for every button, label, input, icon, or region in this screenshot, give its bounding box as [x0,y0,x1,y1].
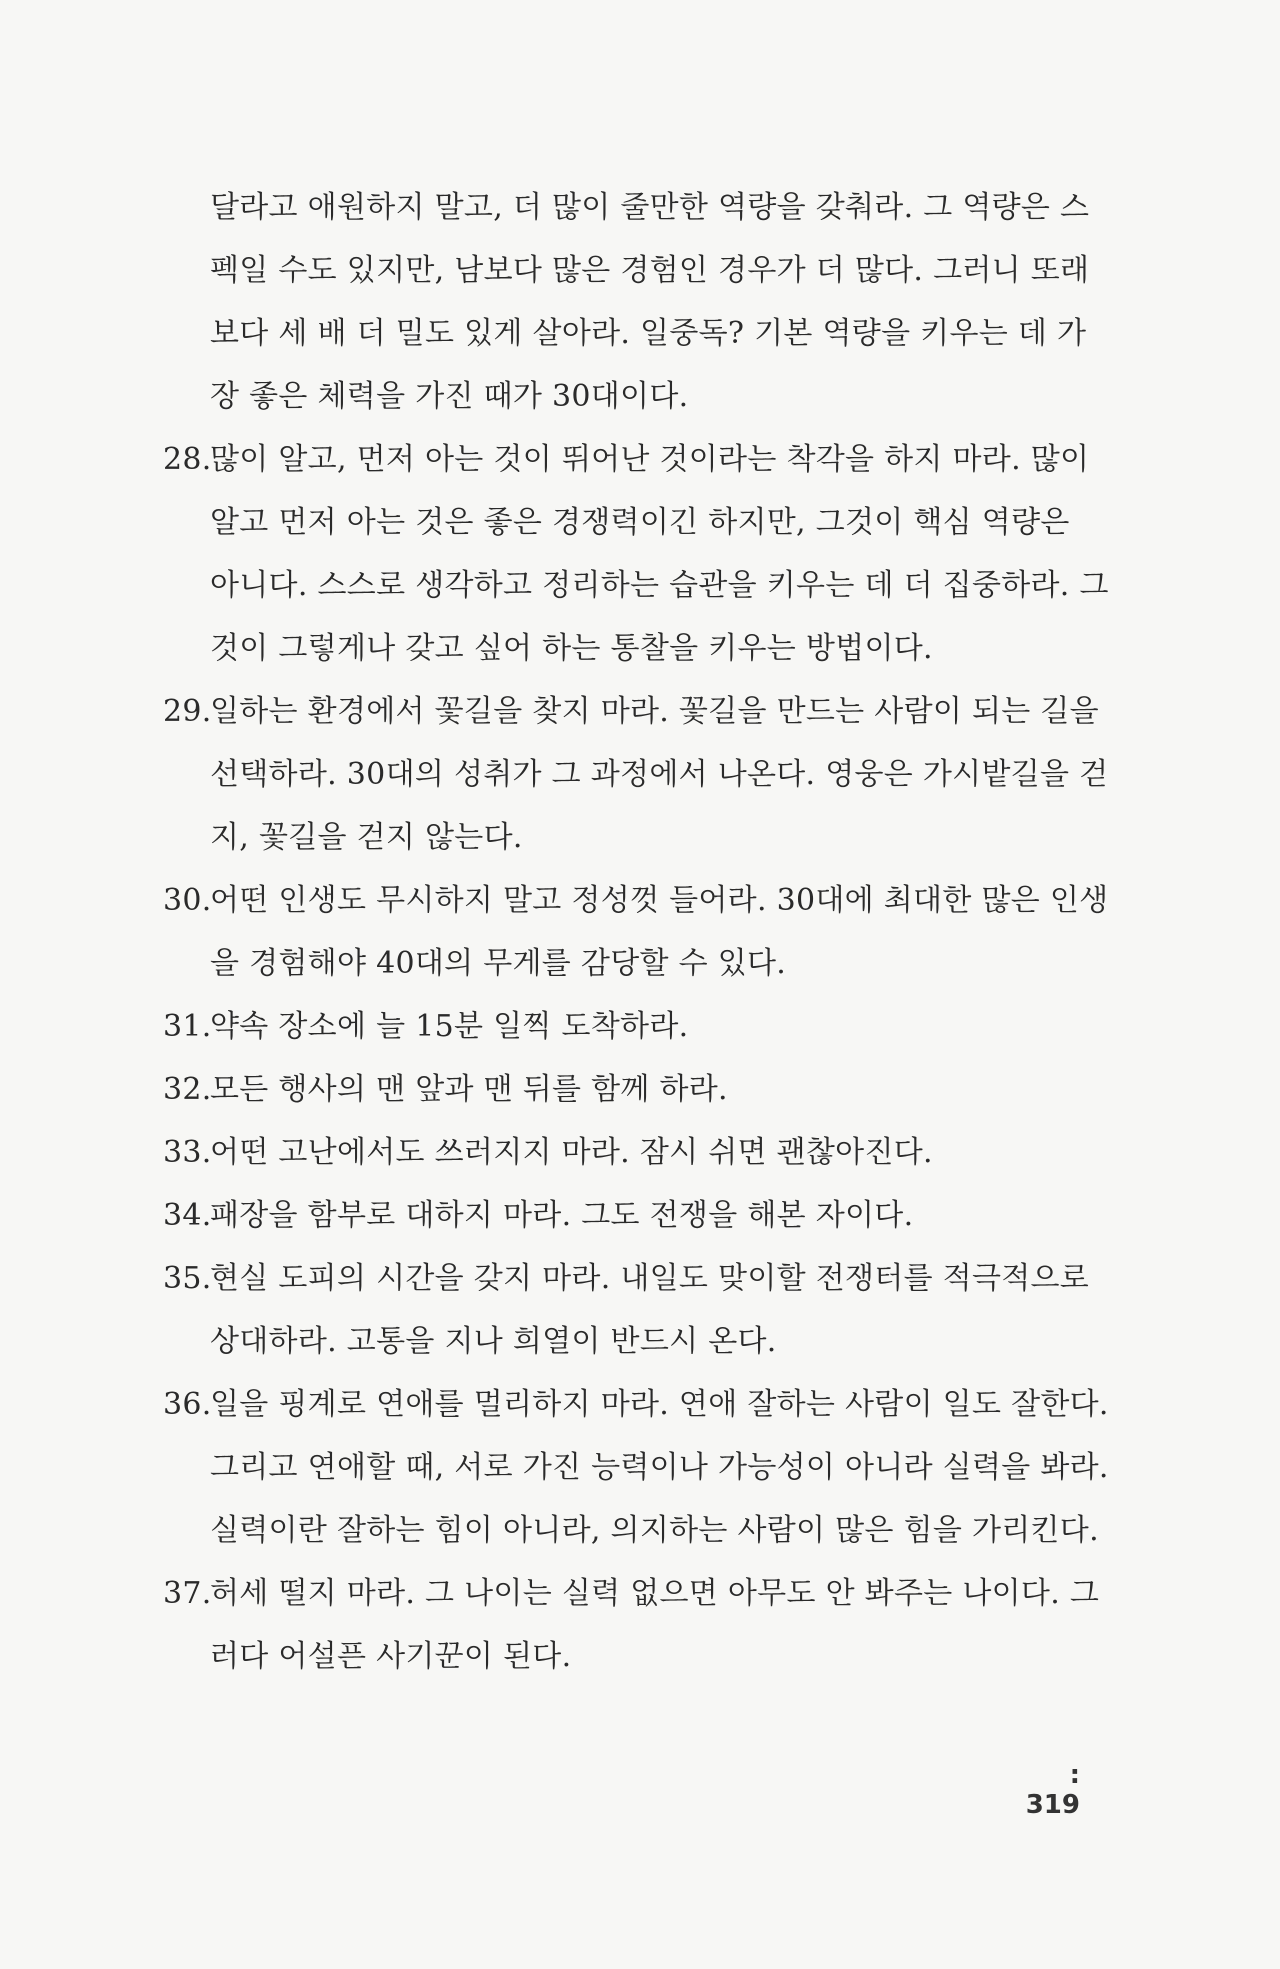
text-line [210,934,1080,994]
list-item-35 [163,1249,1090,1309]
line-text: 모든 행사의 맨 앞과 맨 뒤를 함께 하라. [210,1072,728,1107]
line-text: 그리고 연애할 때, 서로 가진 능력이나 가능성이 아니라 실력을 봐라. [210,1450,1109,1485]
text-line [210,493,1080,553]
list-item-30 [163,871,1109,931]
item-number: 34. [163,1198,212,1233]
list-item-28 [163,430,1090,490]
list-item-36 [163,1375,1109,1435]
text-line [210,808,1080,868]
line-text: 상대하라. 고통을 지나 희열이 반드시 온다. [210,1324,777,1359]
line-text: 많이 알고, 먼저 아는 것이 뛰어난 것이라는 착각을 하지 마라. 많이 [210,442,1090,477]
list-item-29 [163,682,1099,742]
item-number: 36. [163,1387,212,1422]
text-line [210,304,1087,364]
line-text: 일하는 환경에서 꽃길을 찾지 마라. 꽃길을 만드는 사람이 되는 길을 [210,694,1099,729]
item-number: 32. [163,1072,212,1107]
text-line [210,1312,1080,1372]
text-line [210,241,1090,301]
line-text: 실력이란 잘하는 힘이 아니라, 의지하는 사람이 많은 힘을 가리킨다. [210,1513,1099,1548]
line-text: 알고 먼저 아는 것은 좋은 경쟁력이긴 하지만, 그것이 핵심 역량은 [210,505,1070,540]
list-item-31 [163,997,1080,1057]
text-line [210,619,1080,679]
line-text: 어떤 고난에서도 쓰러지지 마라. 잠시 쉬면 괜찮아진다. [210,1135,933,1170]
item-number: 35. [163,1261,212,1296]
line-text: 장 좋은 체력을 가진 때가 30대이다. [210,379,689,414]
line-text: 아니다. 스스로 생각하고 정리하는 습관을 키우는 데 더 집중하라. 그 [210,568,1109,603]
line-text: 을 경험해야 40대의 무게를 감당할 수 있다. [210,946,787,981]
line-text: 패장을 함부로 대하지 마라. 그도 전쟁을 해본 자이다. [210,1198,914,1233]
line-text: 허세 떨지 마라. 그 나이는 실력 없으면 아무도 안 봐주는 나이다. 그 [210,1576,1100,1611]
item-number: 28. [163,442,212,477]
text-line [210,745,1109,805]
line-text: 현실 도피의 시간을 갖지 마라. 내일도 맞이할 전쟁터를 적극적으로 [210,1261,1090,1296]
line-text: 보다 세 배 더 밀도 있게 살아라. 일중독? 기본 역량을 키우는 데 가 [210,316,1087,351]
item-number: 29. [163,694,212,729]
line-text: 일을 핑계로 연애를 멀리하지 마라. 연애 잘하는 사람이 일도 잘한다. [210,1387,1109,1422]
line-text: 달라고 애원하지 말고, 더 많이 줄만한 역량을 갖춰라. 그 역량은 스 [210,190,1090,225]
list-item-37 [163,1564,1100,1624]
item-number: 30. [163,883,212,918]
page-number: : 319 [1025,1760,1080,1820]
line-text: 선택하라. 30대의 성취가 그 과정에서 나온다. 영웅은 가시밭길을 걷 [210,757,1109,792]
text-line [210,1627,1080,1687]
line-text: 펙일 수도 있지만, 남보다 많은 경험인 경우가 더 많다. 그러니 또래 [210,253,1090,288]
line-text: 것이 그렇게나 갖고 싶어 하는 통찰을 키우는 방법이다. [210,631,933,666]
text-line [210,178,1090,238]
list-item-33 [163,1123,1080,1183]
line-text: 어떤 인생도 무시하지 말고 정성껏 들어라. 30대에 최대한 많은 인생 [210,883,1109,918]
list-item-32 [163,1060,1080,1120]
list-item-34 [163,1186,1080,1246]
line-text: 러다 어설픈 사기꾼이 된다. [210,1639,572,1674]
item-number: 37. [163,1576,212,1611]
text-line [210,1501,1099,1561]
line-text: 지, 꽃길을 걷지 않는다. [210,820,523,855]
item-number: 31. [163,1009,212,1044]
text-line [210,367,1080,427]
line-text: 약속 장소에 늘 15분 일찍 도착하라. [210,1009,689,1044]
text-line [210,556,1109,616]
text-line [210,1438,1109,1498]
item-number: 33. [163,1135,212,1170]
